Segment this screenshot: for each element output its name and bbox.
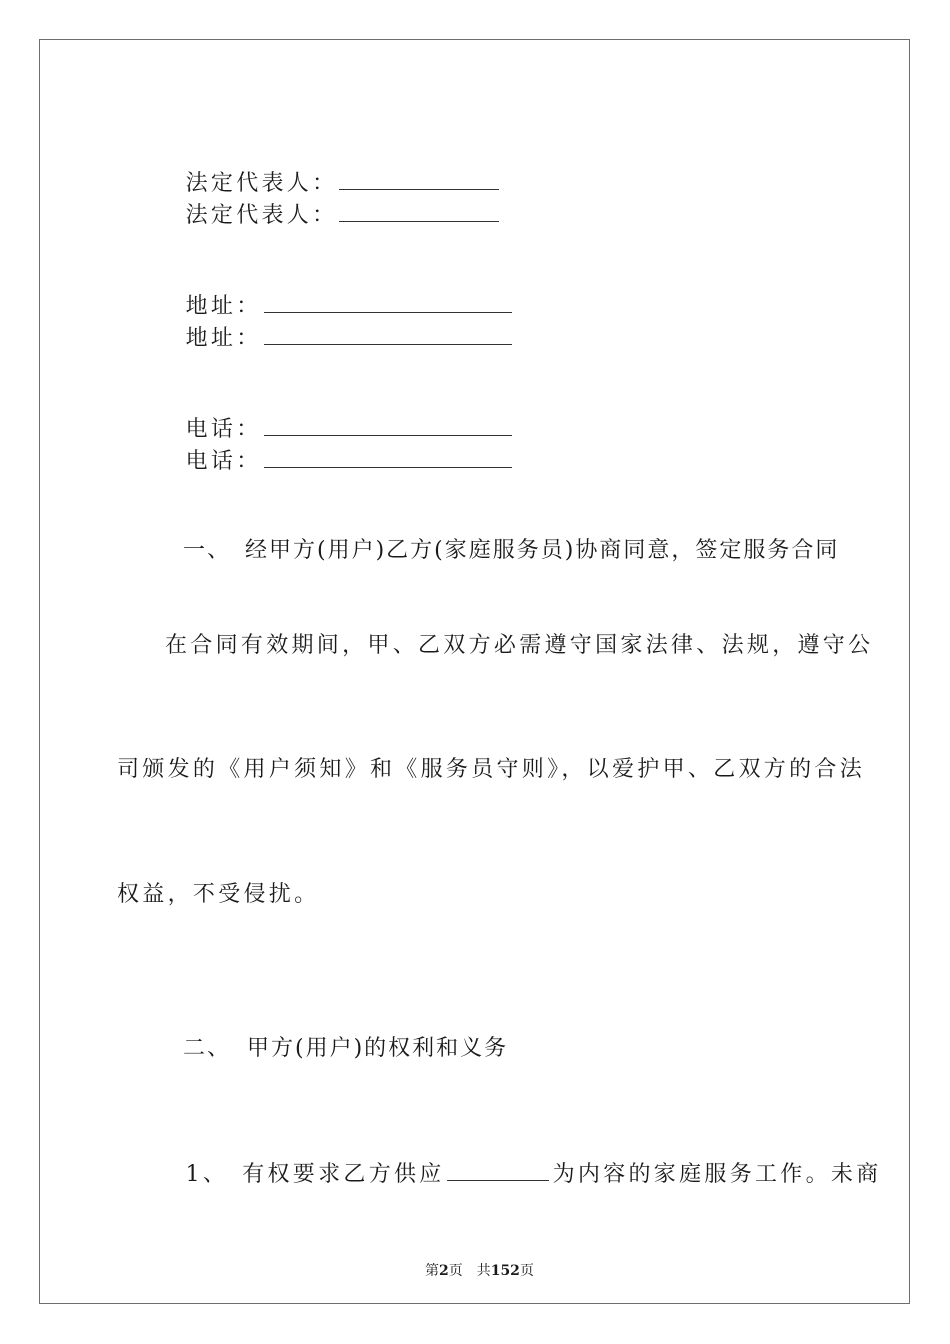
legal-rep-blank-b — [339, 199, 499, 222]
clause-1-number: 一、 — [183, 538, 232, 563]
address-label-b: 地址： — [185, 326, 262, 351]
footer-page-number: 2 — [438, 1263, 449, 1279]
address-blank-b — [264, 322, 512, 345]
clause-2-number: 二、 — [183, 1036, 232, 1061]
clause-1-text: 经甲方(用户)乙方(家庭服务员)协商同意，签定服务合同 — [245, 538, 840, 563]
item-1-text-before: 有权要求乙方供应 — [242, 1162, 445, 1187]
legal-rep-blank-a — [339, 167, 499, 190]
footer-total-unit: 页 — [519, 1263, 534, 1279]
item-1-text-after: 为内容的家庭服务工作。未商 — [552, 1162, 882, 1187]
legal-rep-label-b: 法定代表人： — [185, 203, 338, 228]
address-label-a: 地址： — [185, 294, 262, 319]
address-blank-a — [264, 290, 512, 313]
phone-row — [165, 383, 516, 474]
address-row — [165, 260, 516, 351]
clause-2 — [165, 1004, 509, 1061]
footer-page-unit: 页 — [448, 1263, 463, 1279]
legal-rep-label-a: 法定代表人： — [185, 171, 338, 196]
page-footer — [0, 1244, 950, 1280]
phone-blank-a — [264, 413, 512, 436]
paragraph-line-1: 在合同有效期间，甲、乙双方必需遵守国家法律、法规，遵守公 — [165, 633, 874, 658]
phone-label-a: 电话： — [185, 417, 262, 442]
item-1-blank — [447, 1158, 549, 1181]
paragraph-line-2: 司颁发的《用户须知》和《服务员守则》，以爱护甲、乙双方的合法 — [117, 757, 866, 782]
phone-label-b: 电话： — [185, 449, 262, 474]
legal-rep-row — [165, 137, 503, 228]
footer-total-number: 152 — [490, 1263, 520, 1279]
footer-total-prefix: 共 — [476, 1263, 491, 1279]
clause-2-text: 甲方(用户)的权利和义务 — [247, 1036, 509, 1061]
paragraph-line-3: 权益，不受侵扰。 — [117, 882, 320, 907]
footer-page-prefix: 第 — [424, 1263, 439, 1279]
phone-blank-b — [264, 445, 512, 468]
item-1-number: 1、 — [185, 1162, 229, 1187]
clause-1 — [165, 506, 840, 563]
item-1 — [165, 1128, 882, 1187]
